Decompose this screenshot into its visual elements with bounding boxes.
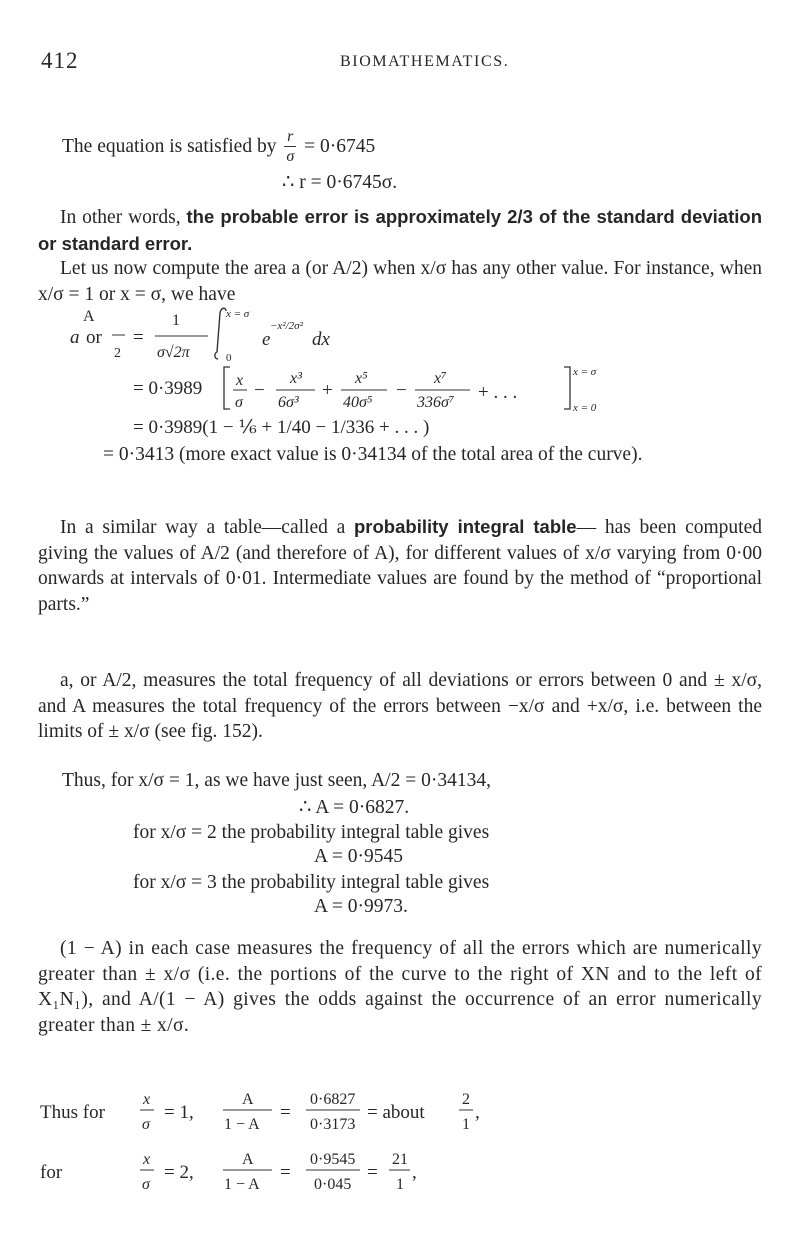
formula-two: 2 [114,346,121,361]
paragraph-probable-error: In other words, the probable error is approximately 2/3 of the standard deviation or standard error. [38,206,762,254]
series-sum: = 0·3989(1 − ⅙ + 1/40 − 1/336 + . . . ) [133,417,430,438]
svg-text:40σ⁵: 40σ⁵ [343,394,373,411]
thus-line-3: for x/σ = 2 the probability integral table gives [133,822,490,843]
area-formula [30,305,770,455]
svg-text:= 1,: = 1, [164,1102,194,1123]
svg-text:Thus for: Thus for [40,1102,105,1123]
intro-value: = 0·6745 [304,135,376,157]
svg-text:0·045: 0·045 [314,1176,352,1193]
upper-limit: x = σ [226,308,250,320]
svg-text:=: = [367,1162,378,1183]
svg-text:x: x [236,372,244,389]
dx: dx [312,329,330,350]
running-title: BIOMATHEMATICS. [340,53,510,70]
svg-text:2: 2 [462,1091,470,1108]
svg-text:21: 21 [392,1151,408,1168]
thus-line-1: Thus, for x/σ = 1, as we have just seen, A/2 = 0·34134, [62,770,491,791]
svg-text:=: = [133,327,144,348]
svg-text:x: x [143,1091,151,1108]
thus-line-2: ∴ A = 0·6827. [299,797,410,818]
svg-text:σ: σ [142,1116,150,1133]
svg-text:+ . . .: + . . . [478,382,518,403]
svg-text:+: + [322,380,333,401]
formula-A: A [83,308,95,325]
svg-text:6σ³: 6σ³ [278,394,299,411]
svg-text:,: , [412,1162,417,1183]
upper-bracket-limit: x = σ [573,366,597,378]
lower-bracket-limit: x = 0 [573,402,597,414]
exp-e: e [262,329,271,350]
svg-text:0·6827: 0·6827 [310,1091,356,1108]
svg-text:,: , [475,1102,480,1123]
svg-text:−: − [254,380,265,401]
svg-text:for: for [40,1162,63,1183]
thus-line-6: A = 0·9973. [314,896,408,917]
svg-text:336σ⁷: 336σ⁷ [417,394,455,411]
svg-text:= 2,: = 2, [164,1162,194,1183]
odds-equations [40,1082,760,1232]
svg-text:1 − A: 1 − A [224,1116,260,1133]
thus-line-4: A = 0·9545 [314,846,403,867]
result-line: = 0·3413 (more exact value is 0·34134 of the total area of the curve). [103,444,643,465]
coef-den: σ√2π [157,344,190,361]
formula-a: a [70,327,80,348]
svg-text:0·3173: 0·3173 [310,1116,356,1133]
intro-text: The equation is satisfied by [62,135,277,157]
svg-text:= about: = about [367,1102,425,1123]
svg-text:A: A [242,1091,254,1108]
svg-text:x³: x³ [290,370,302,387]
svg-text:=: = [280,1102,291,1123]
lower-limit: 0 [226,352,232,364]
paragraph-frequency: a, or A/2, measures the total frequency of all deviations or errors between 0 and ± x/σ, and A measures the total frequency of the errors between −x/σ and +x/σ, i.e. between the limits of ± x/σ (see fig. 152). [38,670,762,742]
paragraph-compute-area: Let us now compute the area a (or A/2) when x/σ has any other value. For instance, when x/σ = 1 or x = σ, we have [38,258,762,305]
line2-coef: = 0·3989 [133,378,203,399]
paragraph-odds: (1 − A) in each case measures the frequency of all the errors which are numerically greater than ± x/σ (i.e. the portions of the curve to the right of XN and to the left of X₁N₁), and A/(1 − A) gives the odds against the occurrence of an error numerically greater than ± x/σ. [38,938,762,1036]
paragraph-probability-table: In a similar way a table—called a probability integral table— has been computed giving the values of A/2 (and therefore of A), for different values of x/σ varying from 0·00 onwards at intervals of 0·01. Intermediate values are found by the method of “proportional parts.” [38,516,763,615]
svg-text:=: = [280,1162,291,1183]
svg-text:x⁷: x⁷ [434,370,447,387]
therefore-line: ∴ r = 0·6745σ. [282,172,398,193]
svg-text:σ: σ [235,394,243,411]
bold-term: probability integral table [354,516,577,537]
svg-text:−: − [396,380,407,401]
svg-text:A: A [242,1151,254,1168]
page-number: 412 [41,48,79,73]
svg-text:1 − A: 1 − A [224,1176,260,1193]
svg-text:σ: σ [142,1176,150,1193]
svg-text:x: x [143,1151,151,1168]
bold-statement: the probable error is approximately 2/3 of the standard deviation or standard error. [38,206,762,254]
intro-line [62,128,375,167]
r-over-sigma: $\frac{r}{\sigma}$ [286,128,295,165]
svg-text:x⁵: x⁵ [355,370,368,387]
thus-line-5: for x/σ = 3 the probability integral table gives [133,872,490,893]
exponent: −x²/2σ² [270,320,303,332]
formula-or: or [86,327,102,348]
svg-text:1: 1 [396,1176,404,1193]
coef-num: 1 [172,312,180,329]
svg-text:0·9545: 0·9545 [310,1151,356,1168]
svg-text:1: 1 [462,1116,470,1133]
